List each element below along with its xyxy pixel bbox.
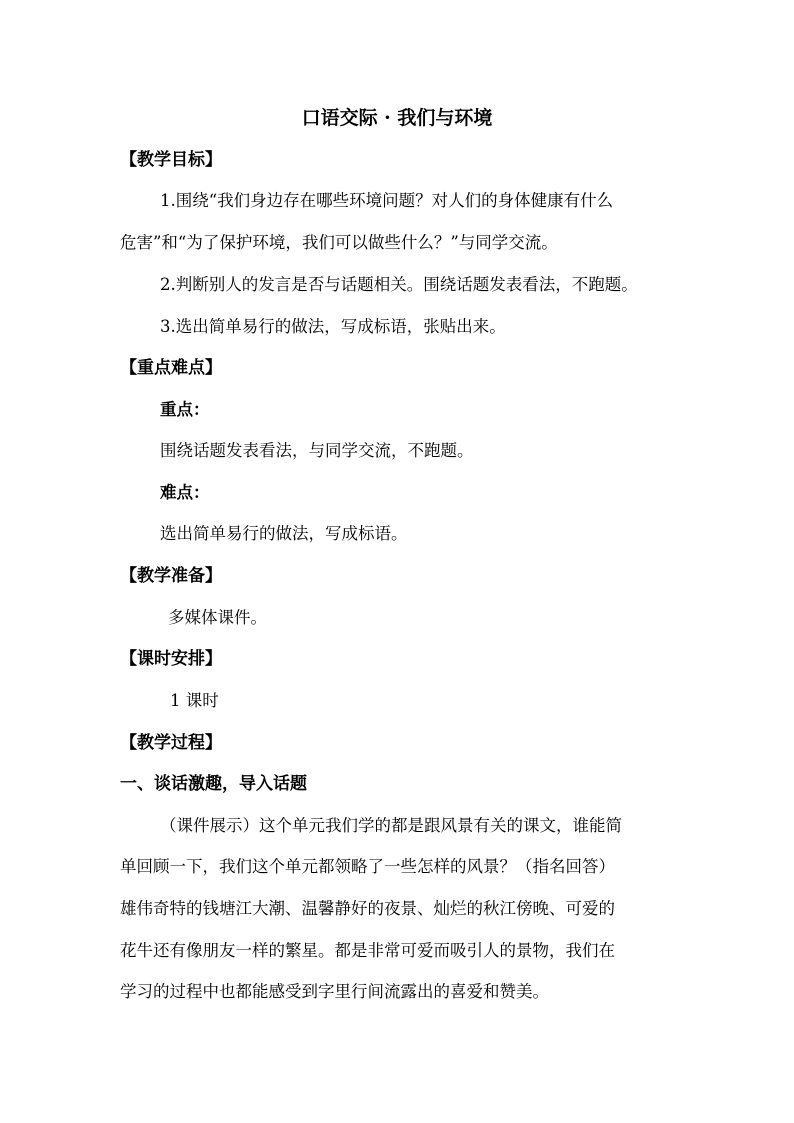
document-title: 口语交际 · 我们与环境 xyxy=(301,107,493,129)
objectives-heading: 【教学目标】 xyxy=(120,150,222,170)
objective-2: 2.判断别人的发言是否与话题相关。围绕话题发表看法，不跑题。 xyxy=(160,275,638,294)
key-point-text: 围绕话题发表看法，与同学交流，不跑题。 xyxy=(160,441,474,460)
schedule-text: 1 课时 xyxy=(170,691,219,710)
objective-1-line-1: 1.围绕“我们身边存在哪些环境问题？对人们的身体健康有什么 xyxy=(160,191,614,210)
preparation-heading: 【教学准备】 xyxy=(120,566,222,586)
process-heading: 【教学过程】 xyxy=(120,733,222,753)
process-paragraph-line-2: 单回顾一下，我们这个单元都领略了一些怎样的风景？（指名回答） xyxy=(120,857,615,876)
process-paragraph-line-5: 学习的过程中也都能感受到字里行间流露出的喜爱和赞美。 xyxy=(120,982,549,1001)
process-paragraph-line-3: 雄伟奇特的钱塘江大潮、温馨静好的夜景、灿烂的秋江傍晚、可爱的 xyxy=(120,899,615,918)
key-point-label: 重点： xyxy=(160,400,210,419)
process-paragraph-line-1: （课件展示）这个单元我们学的都是跟风景有关的课文，谁能简 xyxy=(160,816,622,835)
difficult-point-text: 选出简单易行的做法，写成标语。 xyxy=(160,524,408,543)
key-points-heading: 【重点难点】 xyxy=(120,358,222,378)
process-paragraph-line-4: 花牛还有像朋友一样的繁星。都是非常可爱而吸引人的景物，我们在 xyxy=(120,941,615,960)
objective-3: 3.选出简单易行的做法，写成标语，张贴出来。 xyxy=(160,317,506,336)
difficult-point-label: 难点： xyxy=(160,483,210,502)
process-step-1-heading: 一、谈话激趣，导入话题 xyxy=(120,774,307,794)
preparation-text: 多媒体课件。 xyxy=(168,608,267,627)
schedule-heading: 【课时安排】 xyxy=(120,649,222,669)
objective-1-line-2: 危害”和“为了保护环境，我们可以做些什么？”与同学交流。 xyxy=(120,233,558,252)
